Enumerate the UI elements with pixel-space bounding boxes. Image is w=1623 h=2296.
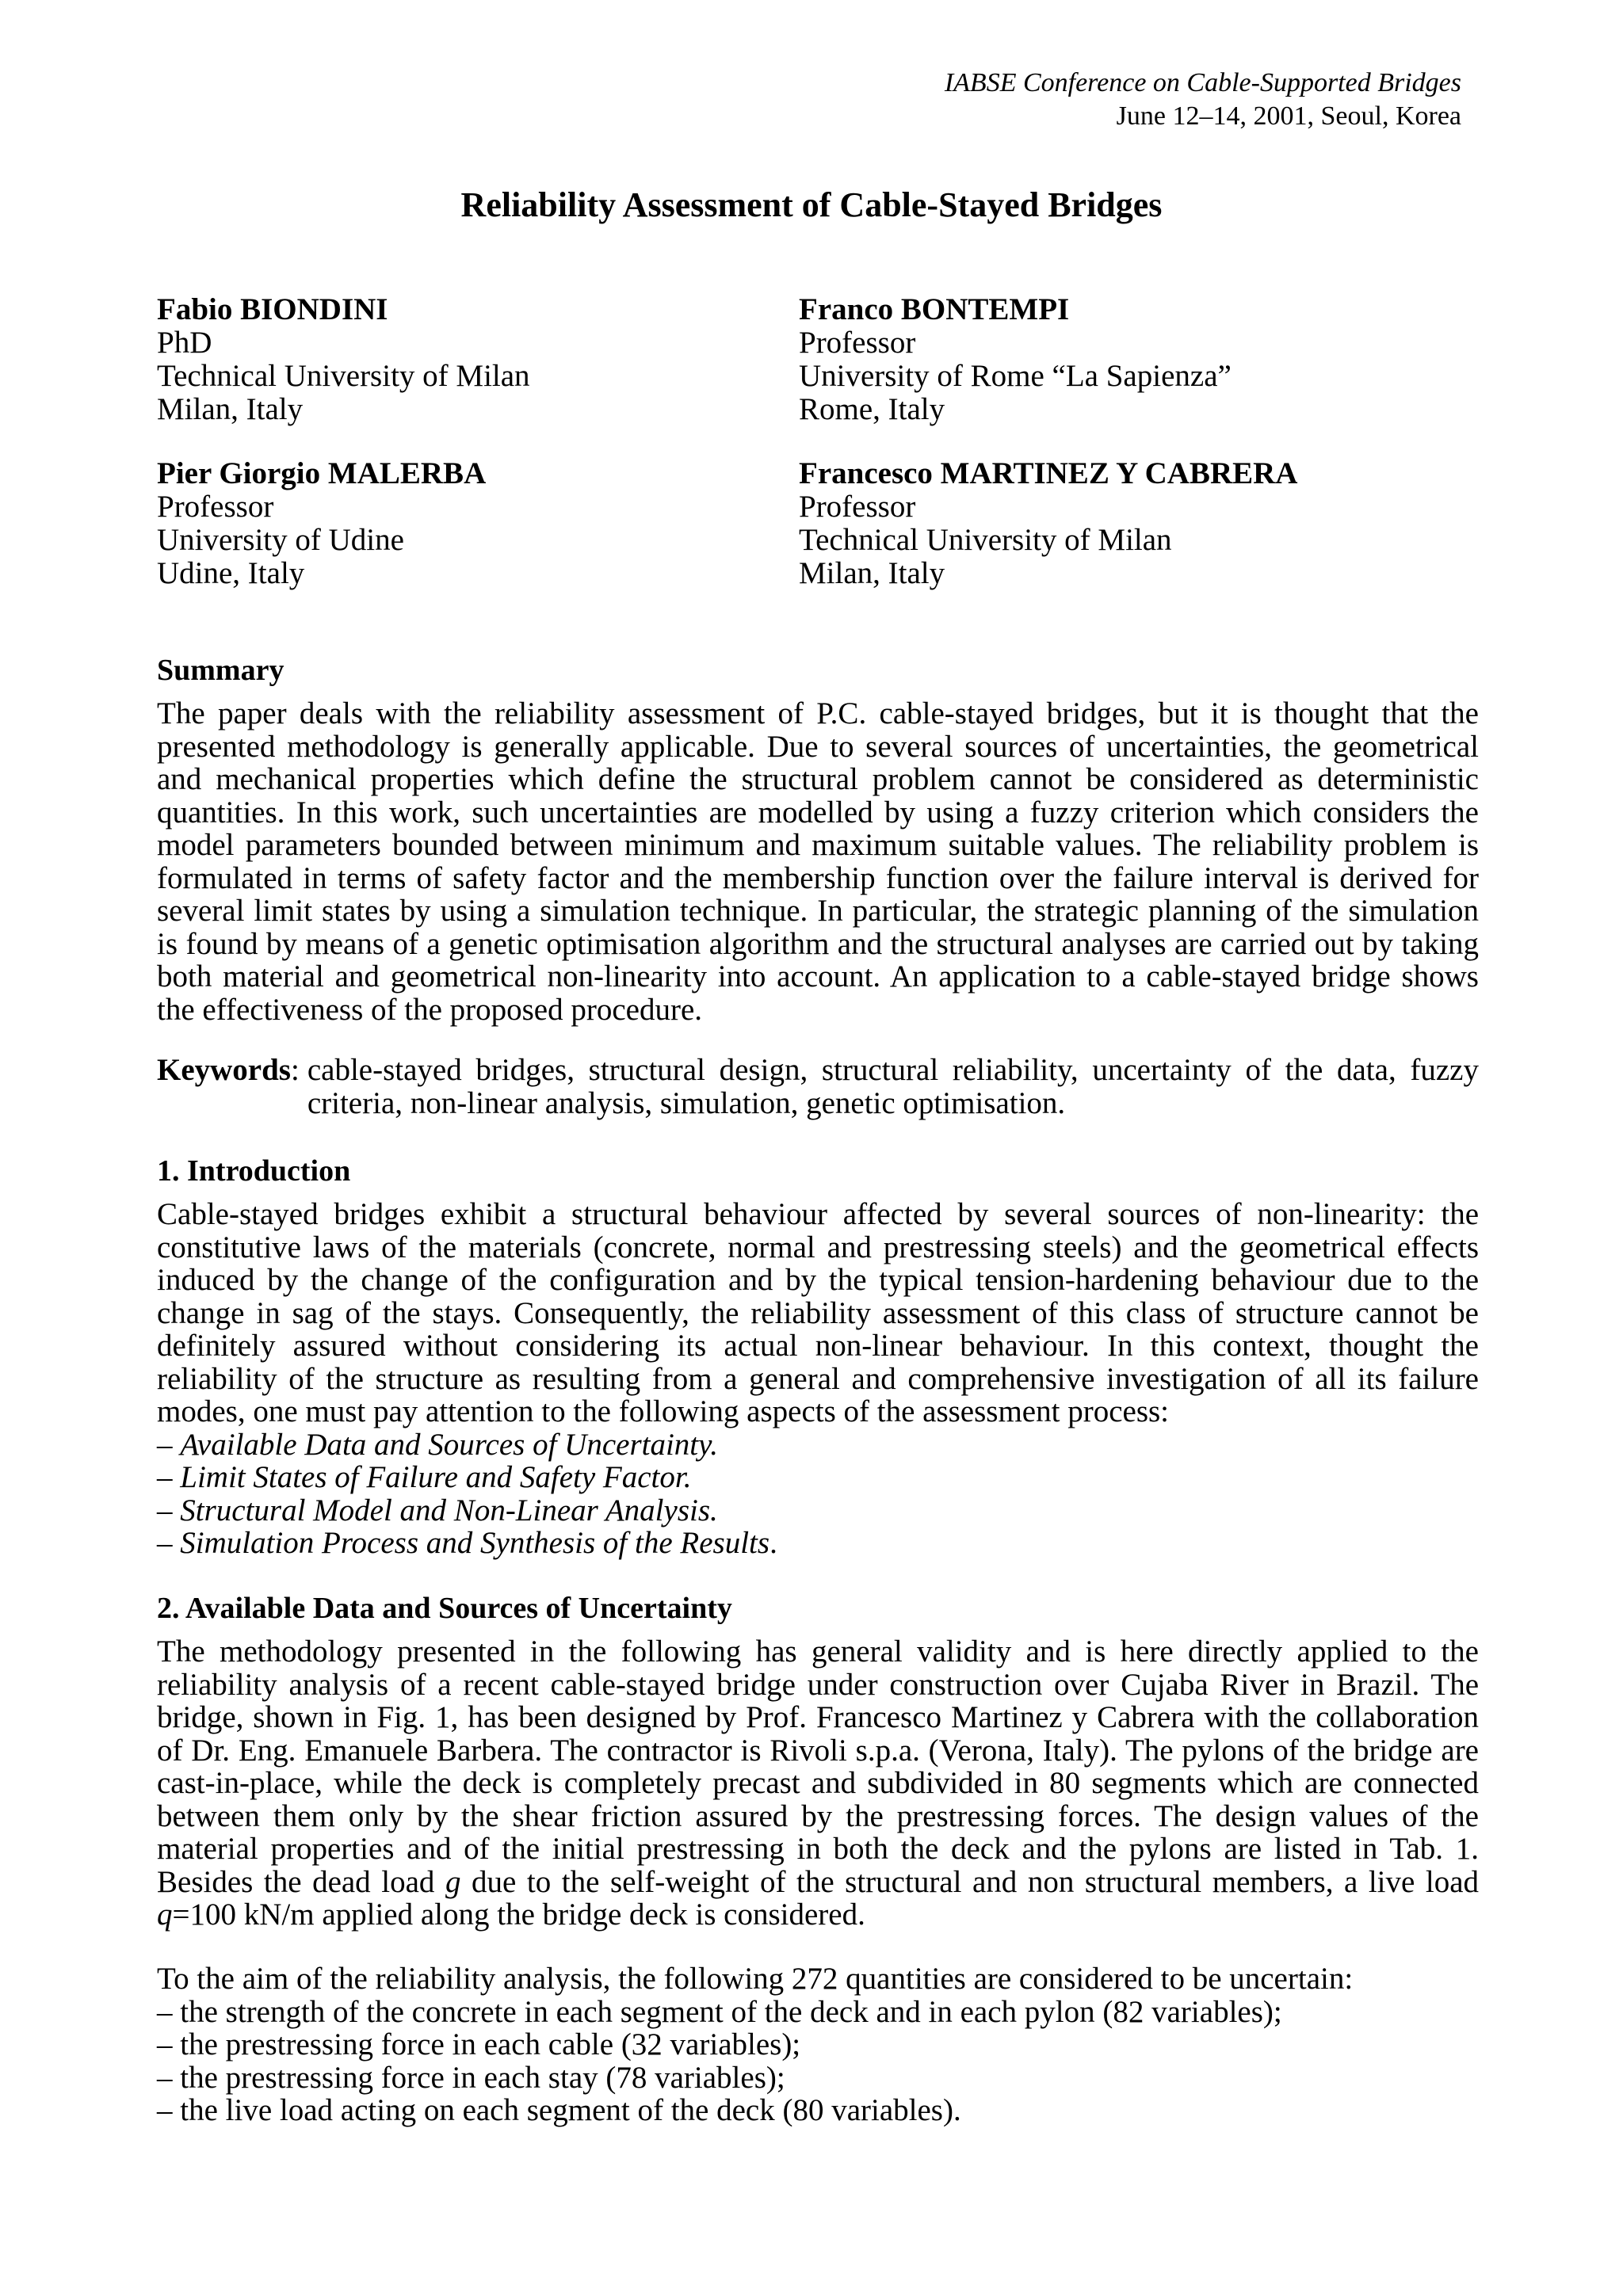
author-affiliation: Technical University of Milan [157,359,530,393]
aspect-text: Limit States of Failure and Safety Factor. [180,1460,692,1494]
uncertain-item: the live load acting on each segment of the deck (80 variables). [180,2093,961,2127]
author-block [799,293,1232,426]
conference-name: IABSE Conference on Cable-Supported Bridges [944,68,1461,97]
uncertain-quantities [157,1962,1479,2127]
symbol-g: g [445,1864,461,1899]
section2-heading: 2. Available Data and Sources of Uncertainty [157,1592,732,1625]
list-item: – Available Data and Sources of Uncertainty. [157,1427,719,1462]
author-block [799,457,1297,590]
author-role: Professor [157,490,274,524]
list-item: – Structural Model and Non-Linear Analysis. [157,1493,718,1527]
summary-paragraph: The paper deals with the reliability assessment of P.C. cable-stayed bridges, but it is thought that the presented methodology is generally applicable. Due to several sources of uncertainties, the geometrical and mechanical properties which define the structural problem cannot be considered as deterministic quantities. In this work, such uncertainties are modelled by using a fuzzy criterion which considers the model parameters bounded between minimum and maximum suitable values. The reliability problem is formulated in terms of safety factor and the membership function over the failure interval is derived for several limit states by using a simulation technique. In particular, the strategic planning of the simulation is found by means of a genetic optimisation algorithm and the structural analyses are carried out by taking both material and geometrical non-linearity into account. An application to a cable-stayed bridge shows the effectiveness of the proposed procedure. [157,696,1479,1027]
author-affiliation: University of Rome “La Sapienza” [799,359,1232,393]
author-location: Milan, Italy [157,392,304,426]
author-role: Professor [799,490,916,524]
author-affiliation: University of Udine [157,523,404,557]
aspect-text: Structural Model and Non-Linear Analysis. [180,1493,718,1527]
paper-title: Reliability Assessment of Cable-Stayed Bridges [460,185,1163,224]
author-name: Francesco MARTINEZ Y CABRERA [799,456,1298,490]
author-block [157,293,530,426]
list-item: – the prestressing force in each cable (32 variables); [157,2027,801,2061]
author-location: Milan, Italy [799,556,945,590]
keywords-label: Keywords [157,1053,291,1087]
introduction-section [157,1198,1479,1560]
author-block [157,457,486,590]
author-affiliation: Technical University of Milan [799,523,1172,557]
introduction-paragraph: Cable-stayed bridges exhibit a structural behaviour affected by several sources of non-linearity: the constitutive laws of the materials (concrete, normal and prestressing steels) and the geometrical effects induced by the change of the configuration and by the typical tension-hardening behaviour due to the change in sag of the stays. Consequently, the reliability assessment of this class of structure cannot be definitely assured without considering its actual non-linear behaviour. In this context, thought the reliability of the structure as resulting from a general and comprehensive investigation of all its failure modes, one must pay attention to the following aspects of the assessment process: [157,1197,1479,1428]
keywords-block: Keywords: cable-stayed bridges, structural design, structural reliability, uncertainty of the data, fuzzy criteria, non-linear analysis, simulation, genetic optimisation. [157,1053,1479,1120]
list-item: – the strength of the concrete in each segment of the deck and in each pylon (82 variables); [157,1994,1282,2029]
uncertain-item: the strength of the concrete in each segment of the deck and in each pylon (82 variables); [180,1994,1282,2029]
list-item: – Limit States of Failure and Safety Factor. [157,1460,692,1494]
section2-paragraph [157,1635,1479,1932]
list-item: – the prestressing force in each stay (78 variables); [157,2060,785,2095]
author-name: Fabio BIONDINI [157,292,388,326]
author-role: PhD [157,326,212,360]
introduction-heading: 1. Introduction [157,1154,351,1188]
aspect-text: Available Data and Sources of Uncertainty. [180,1427,719,1462]
section2-text-b: due to the self-weight of the structural and non structural members, a live load [472,1864,1480,1899]
summary-heading: Summary [157,654,285,687]
author-location: Udine, Italy [157,556,305,590]
symbol-q: q [157,1897,173,1932]
aspect-text: Simulation Process and Synthesis of the Results [180,1526,770,1560]
author-location: Rome, Italy [799,392,945,426]
author-role: Professor [799,326,916,360]
section2-text-c: =100 kN/m applied along the bridge deck is considered. [172,1897,865,1932]
uncertain-intro: To the aim of the reliability analysis, the following 272 quantities are considered to be uncertain: [157,1962,1354,1996]
keywords-text: cable-stayed bridges, structural design, structural reliability, uncertainty of the data, fuzzy criteria, non-linear analysis, simulation, genetic optimisation. [307,1053,1479,1120]
conference-header [945,67,1461,133]
list-item: – the live load acting on each segment of the deck (80 variables). [157,2093,961,2127]
section2-text-a: The methodology presented in the following has general validity and is here directly applied to the reliability analysis of a recent cable-stayed bridge under construction over Cujaba River in Brazil. The bridge, shown in Fig. 1, has been designed by Prof. Francesco Martinez y Cabrera with the collaboration of Dr. Eng. Emanuele Barbera. The contractor is Rivoli s.p.a. (Verona, Italy). The pylons of the bridge are cast-in-place, while the deck is completely precast and subdivided in 80 segments which are connected between them only by the shear friction assured by the prestressing forces. The design values of the material properties and of the initial prestressing in both the deck and the pylons are listed in Tab. 1. Besides the dead load [157,1634,1479,1899]
uncertain-item: the prestressing force in each cable (32 variables); [180,2027,801,2061]
author-name: Pier Giorgio MALERBA [157,456,487,490]
uncertain-item: the prestressing force in each stay (78 variables); [180,2060,785,2095]
author-name: Franco BONTEMPI [799,292,1070,326]
list-item: – Simulation Process and Synthesis of the Results. [157,1526,777,1560]
conference-date-location: June 12–14, 2001, Seoul, Korea [1116,101,1461,131]
